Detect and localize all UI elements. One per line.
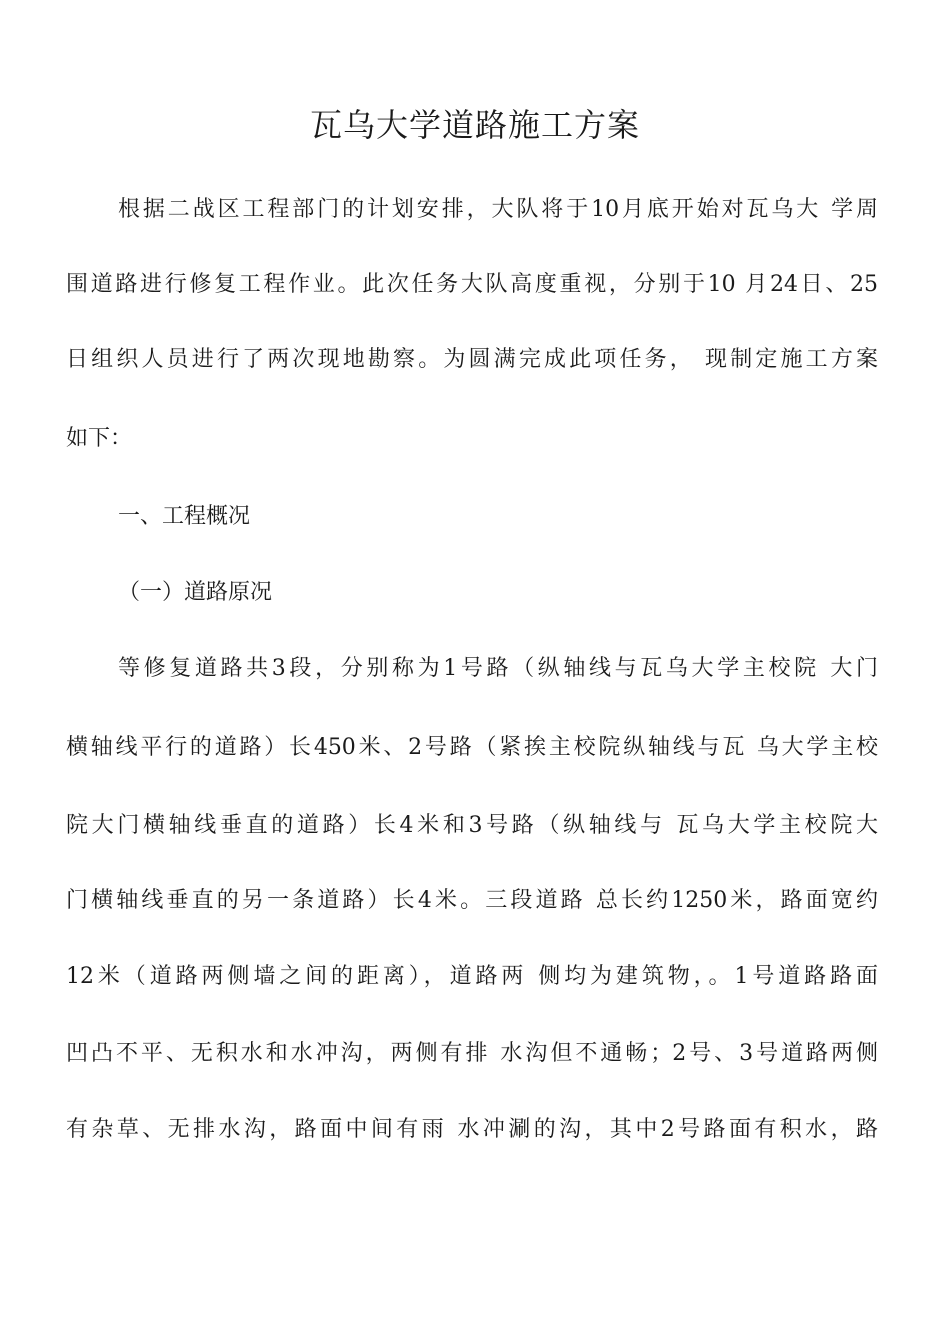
body-line-7: 有杂草、无排水沟，路面中间有雨 水冲涮的沟，其中2号路面有积水，路 <box>66 1117 878 1142</box>
body-line-3: 院大门横轴线垂直的道路）长4米和3号路（纵轴线与 瓦乌大学主校院大 <box>66 813 878 838</box>
section-heading: 一、工程概况 <box>118 504 251 529</box>
intro-line-4: 如下： <box>66 426 133 451</box>
intro-line-3: 日组织人员进行了两次现地勘察。为圆满完成此项任务， 现制定施工方案 <box>66 347 878 372</box>
intro-line-1: 根据二战区工程部门的计划安排，大队将于10月底开始对瓦乌大 学周 <box>118 197 878 222</box>
document-title: 瓦乌大学道路施工方案 <box>309 106 640 144</box>
body-line-2: 横轴线平行的道路）长450米、2号路（紧挨主校院纵轴线与瓦 乌大学主校 <box>66 735 878 760</box>
intro-line-2: 围道路进行修复工程作业。此次任务大队高度重视，分别于10 月24日、25 <box>66 272 878 297</box>
body-line-5: 12米（道路两侧墙之间的距离），道路两 侧均为建筑物，。1号道路路面 <box>66 964 878 989</box>
body-line-6: 凹凸不平、无积水和水冲沟，两侧有排 水沟但不通畅；2号、3号道路两侧 <box>66 1041 878 1066</box>
subsection-heading: （一）道路原况 <box>118 580 273 605</box>
body-line-1: 等修复道路共3段，分别称为1号路（纵轴线与瓦乌大学主校院 大门 <box>118 656 878 681</box>
body-line-4: 门横轴线垂直的另一条道路）长4米。三段道路 总长约1250米，路面宽约 <box>66 888 878 913</box>
